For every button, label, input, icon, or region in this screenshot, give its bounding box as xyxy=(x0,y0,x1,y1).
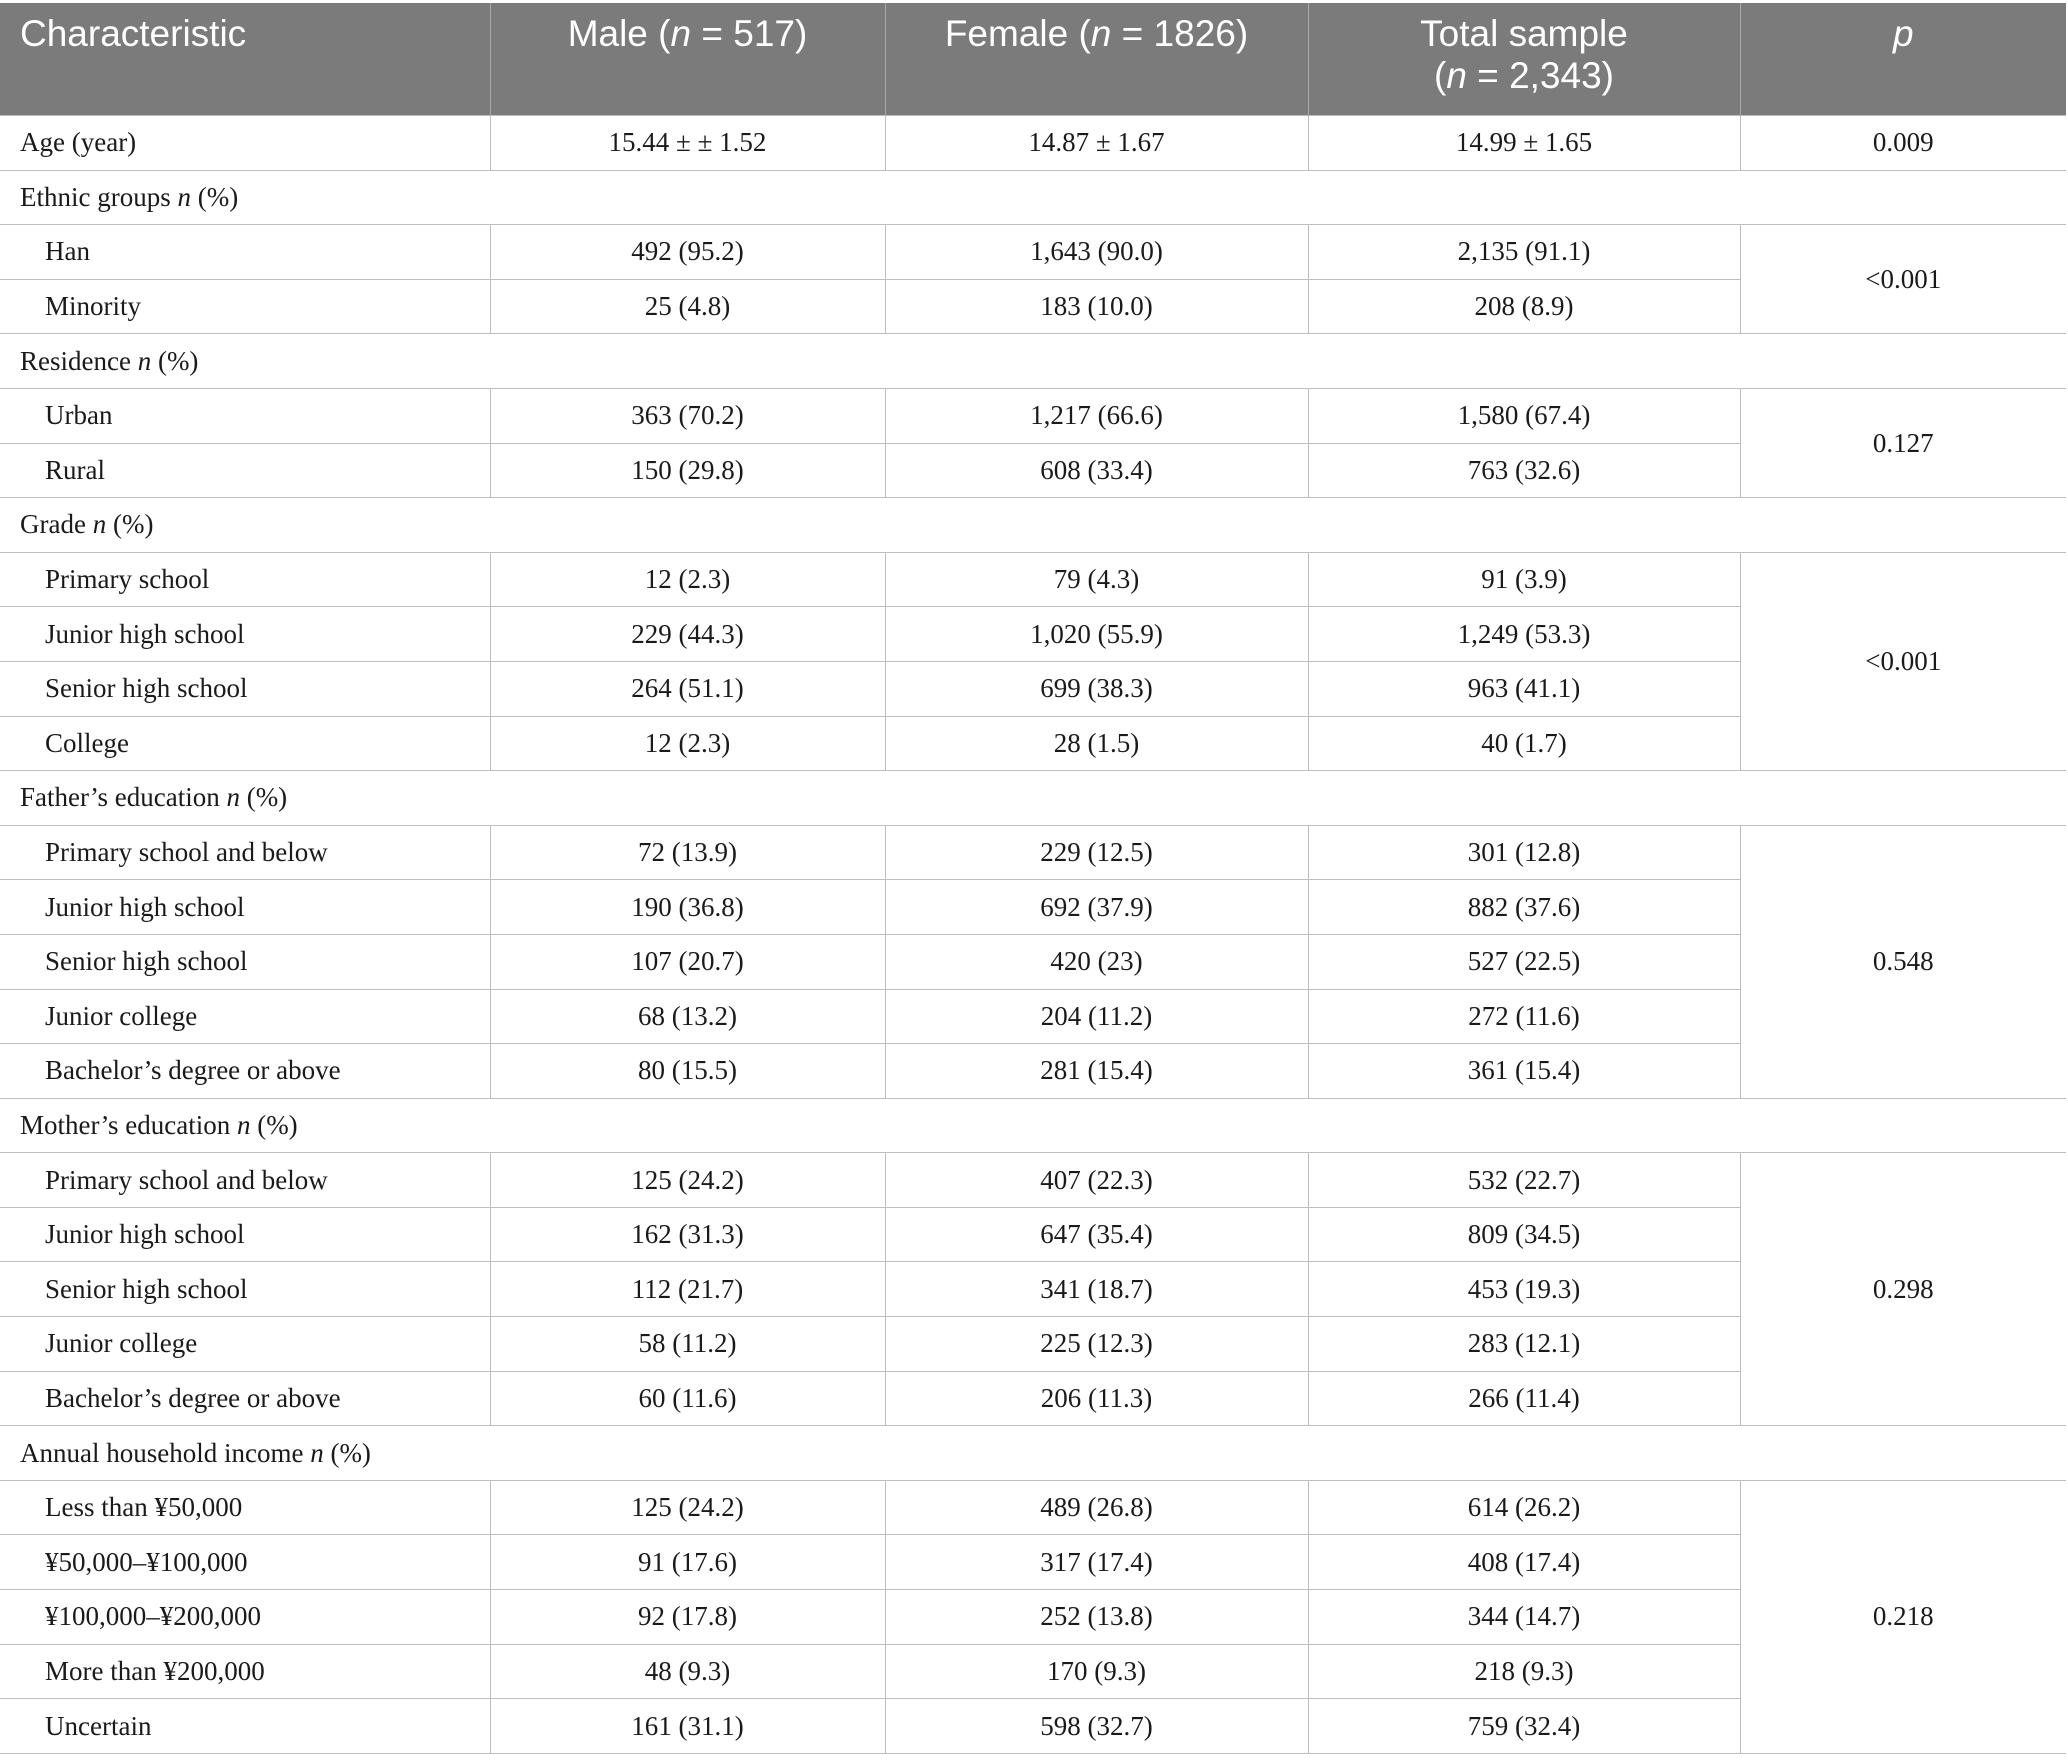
row-label: Bachelor’s degree or above xyxy=(0,1371,490,1426)
header-male-suffix: = 517) xyxy=(691,13,808,54)
row-label: Junior college xyxy=(0,1317,490,1372)
female-value: 206 (11.3) xyxy=(885,1371,1308,1426)
row-label: Minority xyxy=(0,279,490,334)
section-pct-residence: (%) xyxy=(151,345,199,376)
age-female: 14.87 ± 1.67 xyxy=(885,116,1308,171)
total-value: 614 (26.2) xyxy=(1308,1480,1740,1535)
total-value: 532 (22.7) xyxy=(1308,1153,1740,1208)
row-label: Bachelor’s degree or above xyxy=(0,1044,490,1099)
total-value: 272 (11.6) xyxy=(1308,989,1740,1044)
header-female-n: n xyxy=(1090,13,1112,54)
p-value-ethnic: <0.001 xyxy=(1740,225,2066,334)
male-value: 229 (44.3) xyxy=(490,607,885,662)
male-value: 12 (2.3) xyxy=(490,716,885,771)
row-label: Primary school and below xyxy=(0,1153,490,1208)
section-pct-mother: (%) xyxy=(250,1109,298,1140)
section-cell-income xyxy=(0,1426,2066,1481)
header-p: p xyxy=(1740,3,2066,116)
section-n-mother: n xyxy=(236,1109,251,1140)
row-label: ¥50,000–¥100,000 xyxy=(0,1535,490,1590)
section-row-income xyxy=(0,1426,2066,1481)
male-value: 80 (15.5) xyxy=(490,1044,885,1099)
section-row-mother xyxy=(0,1098,2066,1153)
female-value: 229 (12.5) xyxy=(885,825,1308,880)
female-value: 1,217 (66.6) xyxy=(885,388,1308,443)
female-value: 281 (15.4) xyxy=(885,1044,1308,1099)
female-value: 1,643 (90.0) xyxy=(885,225,1308,280)
total-value: 301 (12.8) xyxy=(1308,825,1740,880)
female-value: 407 (22.3) xyxy=(885,1153,1308,1208)
section-n-income: n xyxy=(310,1437,324,1468)
header-female xyxy=(885,3,1308,116)
male-value: 72 (13.9) xyxy=(490,825,885,880)
section-n-residence: n xyxy=(137,345,152,376)
male-value: 48 (9.3) xyxy=(490,1644,885,1699)
row-label: College xyxy=(0,716,490,771)
header-male-n: n xyxy=(670,13,692,54)
female-value: 225 (12.3) xyxy=(885,1317,1308,1372)
female-value: 317 (17.4) xyxy=(885,1535,1308,1590)
section-title-residence: Residence xyxy=(20,345,138,376)
header-total-line1: Total sample xyxy=(1420,13,1628,54)
total-value: 809 (34.5) xyxy=(1308,1207,1740,1262)
total-value: 2,135 (91.1) xyxy=(1308,225,1740,280)
header-characteristic: Characteristic xyxy=(0,3,490,116)
section-cell-grade xyxy=(0,498,2066,553)
header-female-prefix: Female ( xyxy=(944,13,1091,54)
female-value: 598 (32.7) xyxy=(885,1699,1308,1754)
section-title-mother: Mother’s education xyxy=(20,1109,237,1140)
table-header xyxy=(0,3,2066,116)
section-n-father: n xyxy=(226,782,240,813)
table-body xyxy=(0,116,2066,1754)
female-value: 252 (13.8) xyxy=(885,1590,1308,1645)
row-label: Junior college xyxy=(0,989,490,1044)
female-value: 204 (11.2) xyxy=(885,989,1308,1044)
row-label: Urban xyxy=(0,388,490,443)
row-label: Rural xyxy=(0,443,490,498)
female-value: 489 (26.8) xyxy=(885,1480,1308,1535)
header-total-n: n xyxy=(1446,55,1467,96)
age-total: 14.99 ± 1.65 xyxy=(1308,116,1740,171)
row-label: More than ¥200,000 xyxy=(0,1644,490,1699)
male-value: 492 (95.2) xyxy=(490,225,885,280)
row-label: Junior high school xyxy=(0,607,490,662)
total-value: 218 (9.3) xyxy=(1308,1644,1740,1699)
total-value: 1,580 (67.4) xyxy=(1308,388,1740,443)
row-label: Less than ¥50,000 xyxy=(0,1480,490,1535)
male-value: 264 (51.1) xyxy=(490,661,885,716)
total-value: 527 (22.5) xyxy=(1308,934,1740,989)
total-value: 40 (1.7) xyxy=(1308,716,1740,771)
female-value: 699 (38.3) xyxy=(885,661,1308,716)
male-value: 125 (24.2) xyxy=(490,1153,885,1208)
header-total-prefix: ( xyxy=(1434,55,1447,96)
header-male-prefix: Male ( xyxy=(567,13,671,54)
header-female-suffix: = 1826) xyxy=(1111,13,1249,54)
male-value: 92 (17.8) xyxy=(490,1590,885,1645)
row-label: Uncertain xyxy=(0,1699,490,1754)
section-cell-mother xyxy=(0,1098,2066,1153)
male-value: 12 (2.3) xyxy=(490,552,885,607)
p-value-mother: 0.298 xyxy=(1740,1153,2066,1426)
table-row xyxy=(0,388,2066,443)
section-cell-ethnic xyxy=(0,170,2066,225)
total-value: 1,249 (53.3) xyxy=(1308,607,1740,662)
male-value: 112 (21.7) xyxy=(490,1262,885,1317)
total-value: 963 (41.1) xyxy=(1308,661,1740,716)
section-n-ethnic: n xyxy=(177,181,191,212)
section-row-ethnic xyxy=(0,170,2066,225)
male-value: 363 (70.2) xyxy=(490,388,885,443)
total-value: 266 (11.4) xyxy=(1308,1371,1740,1426)
p-value-income: 0.218 xyxy=(1740,1480,2066,1753)
male-value: 125 (24.2) xyxy=(490,1480,885,1535)
demographics-table xyxy=(0,3,2066,1754)
section-pct-father: (%) xyxy=(239,782,288,813)
section-title-ethnic: Ethnic groups xyxy=(20,181,178,212)
male-value: 190 (36.8) xyxy=(490,880,885,935)
section-cell-residence xyxy=(0,334,2066,389)
female-value: 28 (1.5) xyxy=(885,716,1308,771)
row-label: Han xyxy=(0,225,490,280)
table-row xyxy=(0,825,2066,880)
male-value: 162 (31.3) xyxy=(490,1207,885,1262)
p-value-father: 0.548 xyxy=(1740,825,2066,1098)
male-value: 68 (13.2) xyxy=(490,989,885,1044)
section-n-grade: n xyxy=(92,509,107,540)
female-value: 692 (37.9) xyxy=(885,880,1308,935)
row-label: Primary school xyxy=(0,552,490,607)
section-row-father xyxy=(0,771,2066,826)
total-value: 408 (17.4) xyxy=(1308,1535,1740,1590)
header-total-suffix: = 2,343) xyxy=(1466,55,1614,96)
total-value: 453 (19.3) xyxy=(1308,1262,1740,1317)
female-value: 183 (10.0) xyxy=(885,279,1308,334)
row-label: Senior high school xyxy=(0,1262,490,1317)
total-value: 361 (15.4) xyxy=(1308,1044,1740,1099)
male-value: 60 (11.6) xyxy=(490,1371,885,1426)
section-cell-father xyxy=(0,771,2066,826)
p-value-grade: <0.001 xyxy=(1740,552,2066,770)
male-value: 150 (29.8) xyxy=(490,443,885,498)
section-row-residence xyxy=(0,334,2066,389)
section-pct-grade: (%) xyxy=(106,509,154,540)
total-value: 882 (37.6) xyxy=(1308,880,1740,935)
male-value: 58 (11.2) xyxy=(490,1317,885,1372)
row-label: Primary school and below xyxy=(0,825,490,880)
header-male xyxy=(490,3,885,116)
female-value: 170 (9.3) xyxy=(885,1644,1308,1699)
table-row xyxy=(0,225,2066,280)
row-label: Senior high school xyxy=(0,934,490,989)
total-value: 344 (14.7) xyxy=(1308,1590,1740,1645)
table-row xyxy=(0,1153,2066,1208)
p-value-residence: 0.127 xyxy=(1740,388,2066,497)
female-value: 79 (4.3) xyxy=(885,552,1308,607)
table-row xyxy=(0,1480,2066,1535)
row-label: ¥100,000–¥200,000 xyxy=(0,1590,490,1645)
age-male: 15.44 ± ± 1.52 xyxy=(490,116,885,171)
male-value: 161 (31.1) xyxy=(490,1699,885,1754)
female-value: 1,020 (55.9) xyxy=(885,607,1308,662)
age-label: Age (year) xyxy=(0,116,490,171)
row-label: Junior high school xyxy=(0,880,490,935)
total-value: 91 (3.9) xyxy=(1308,552,1740,607)
male-value: 25 (4.8) xyxy=(490,279,885,334)
section-pct-income: (%) xyxy=(323,1437,371,1468)
female-value: 341 (18.7) xyxy=(885,1262,1308,1317)
row-label: Junior high school xyxy=(0,1207,490,1262)
table-row-age xyxy=(0,116,2066,171)
male-value: 107 (20.7) xyxy=(490,934,885,989)
section-title-income: Annual household income xyxy=(20,1437,311,1468)
row-label: Senior high school xyxy=(0,661,490,716)
total-value: 283 (12.1) xyxy=(1308,1317,1740,1372)
female-value: 608 (33.4) xyxy=(885,443,1308,498)
male-value: 91 (17.6) xyxy=(490,1535,885,1590)
female-value: 647 (35.4) xyxy=(885,1207,1308,1262)
header-total xyxy=(1308,3,1740,116)
section-pct-ethnic: (%) xyxy=(190,181,239,212)
section-row-grade xyxy=(0,498,2066,553)
total-value: 759 (32.4) xyxy=(1308,1699,1740,1754)
total-value: 763 (32.6) xyxy=(1308,443,1740,498)
section-title-grade: Grade xyxy=(20,509,93,540)
age-p: 0.009 xyxy=(1740,116,2066,171)
header-row xyxy=(0,3,2066,116)
section-title-father: Father’s education xyxy=(20,782,227,813)
table-row xyxy=(0,552,2066,607)
female-value: 420 (23) xyxy=(885,934,1308,989)
total-value: 208 (8.9) xyxy=(1308,279,1740,334)
